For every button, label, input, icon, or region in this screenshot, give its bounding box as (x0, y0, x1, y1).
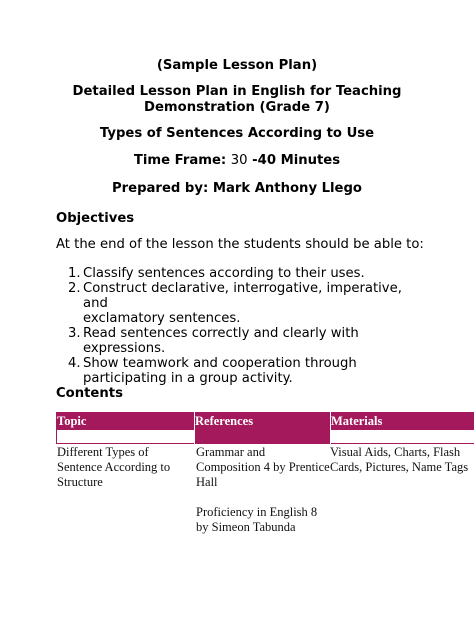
reference-line: Hall (196, 475, 218, 489)
topic-line: Structure (57, 475, 103, 489)
objective-number: 4. (68, 356, 81, 371)
objectives-list (56, 266, 416, 386)
lesson-subtitle: Types of Sentences According to Use (99, 126, 375, 141)
prepared-by: Prepared by: Mark Anthony Llego (111, 181, 362, 196)
objective-number: 1. (68, 266, 81, 281)
time-frame (0, 153, 474, 169)
objective-text: Construct declarative, interrogative, imperative, and (83, 281, 402, 311)
references-cell (196, 445, 336, 535)
topic-spacer-cell (56, 430, 194, 444)
objective-text: Classify sentences according to their uses. (83, 266, 365, 281)
objectives-heading: Objectives (56, 211, 135, 226)
references-spacer-cell (194, 430, 330, 444)
objectives-intro: At the end of the lesson the students should be able to: (56, 237, 424, 252)
contents-heading: Contents (56, 386, 123, 401)
objective-item (56, 356, 416, 386)
objective-text-cont: expressions. (83, 341, 166, 356)
header-references: References (194, 412, 330, 430)
column-divider (194, 412, 195, 444)
objective-item (56, 281, 416, 326)
objective-text-cont: exclamatory sentences. (83, 311, 241, 326)
materials-line: Cards, Pictures, Name Tags (330, 460, 469, 474)
objective-number: 3. (68, 326, 81, 341)
reference-line (196, 490, 336, 505)
header-topic: Topic (56, 412, 194, 430)
objective-item (56, 326, 416, 356)
topic-line: Different Types of (57, 445, 149, 459)
reference-line: by Simeon Tabunda (196, 520, 296, 534)
title-line-1: Detailed Lesson Plan in English for Teaching (72, 84, 402, 99)
materials-line: Visual Aids, Charts, Flash (330, 445, 461, 459)
document-title (0, 84, 474, 116)
column-divider (330, 412, 331, 444)
time-frame-label: Time Frame: (133, 153, 227, 168)
reference-line: Grammar and (196, 445, 266, 459)
topic-cell (57, 445, 193, 490)
reference-line: Proficiency in English 8 (196, 505, 318, 519)
reference-line: Composition 4 by Prentice (196, 460, 330, 474)
header-materials: Materials (330, 412, 474, 430)
objective-text: Read sentences correctly and clearly with (83, 326, 359, 341)
materials-spacer-cell (330, 430, 474, 444)
title-line-2: Demonstration (Grade 7) (144, 100, 330, 115)
objective-text: Show teamwork and cooperation through (83, 356, 357, 371)
objective-item (56, 266, 416, 281)
objective-number: 2. (68, 281, 81, 296)
topic-line: Sentence According to (57, 460, 171, 474)
time-frame-rest: -40 Minutes (252, 153, 341, 168)
objective-text-cont: participating in a group activity. (83, 371, 293, 386)
time-frame-number: 30 (230, 153, 248, 168)
materials-cell (330, 445, 474, 475)
sample-label: (Sample Lesson Plan) (156, 58, 318, 73)
